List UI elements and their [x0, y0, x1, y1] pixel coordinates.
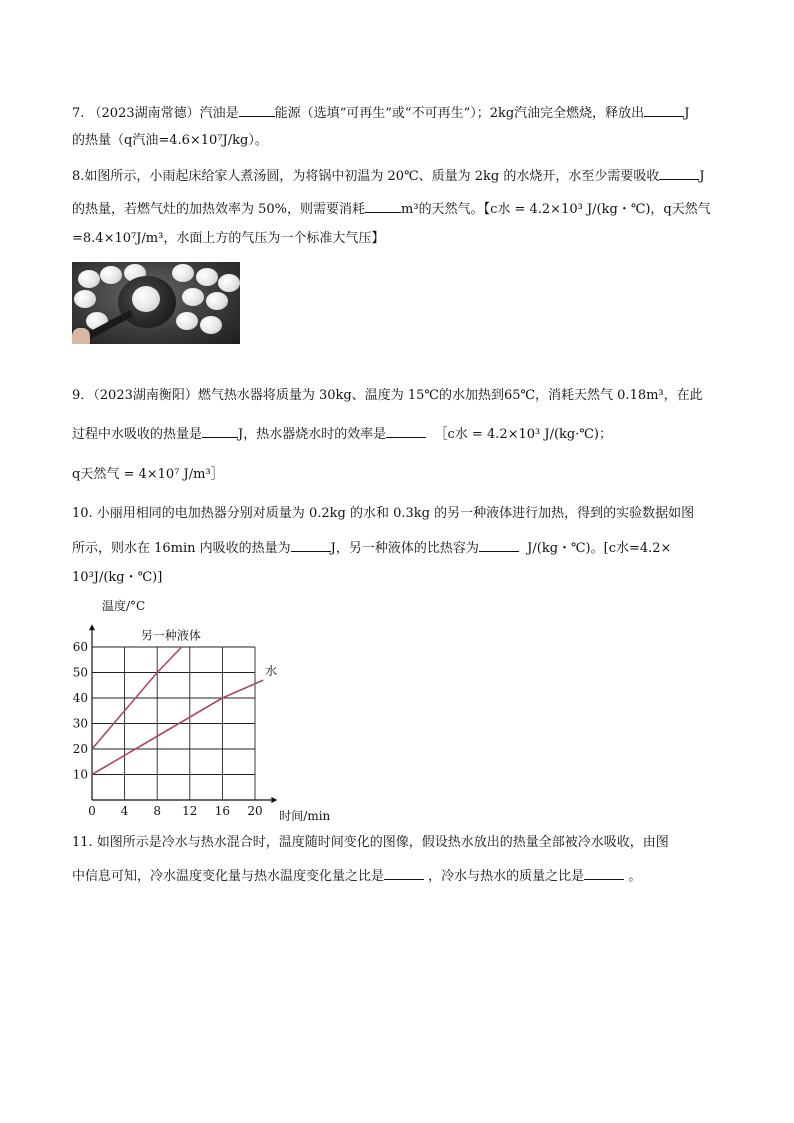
hand	[72, 328, 90, 344]
y-tick-label: 50	[72, 665, 88, 680]
q10-blank-2	[479, 537, 519, 552]
series-label-other-liquid: 另一种液体	[140, 628, 201, 643]
temperature-time-chart	[60, 592, 360, 824]
q11-text-b: ，冷水与热水的质量之比是	[428, 869, 585, 884]
tangyuan-ball	[200, 316, 222, 334]
tangyuan-ball	[206, 292, 228, 310]
q8-text-a: 8.如图所示，小雨起床给家人煮汤圆，为将锅中初温为 20℃、质量为 2kg 的水烧开，水至少需要吸收	[72, 169, 660, 184]
q9-blank-1	[202, 423, 238, 438]
y-tick-label: 30	[72, 716, 88, 731]
q8-blank-2	[365, 198, 401, 213]
q7-line2: 的热量（q汽油=4.6×10⁷J/kg）。	[72, 133, 268, 148]
q11-line2	[72, 865, 641, 887]
y-tick-label: 40	[72, 691, 88, 705]
q10-blank-1	[291, 537, 331, 552]
q9-blank-2	[386, 423, 426, 438]
q10-line1: 10. 小丽用相同的电加热器分别对质量为 0.2kg 的水和 0.3kg 的另一种液体进行加热，得到的实验数据如图	[72, 506, 695, 521]
q10-text-a: 所示，则水在 16min 内吸收的热量为	[72, 541, 291, 556]
q11-line1: 11. 如图所示是冷水与热水混合时，温度随时间变化的图像，假设热水放出的热量全部被冷水吸收，由图	[72, 835, 669, 850]
q7-text-b: 能源（选填“可再生”或“不可再生”）；2kg汽油完全燃烧，释放出	[274, 106, 645, 121]
q7-text-c: J	[684, 106, 690, 121]
x-tick-label: 0	[88, 804, 96, 818]
q7-line1	[72, 102, 689, 124]
q8-text-c: 的热量，若燃气灶的加热效率为 50%，则需要消耗	[72, 202, 366, 217]
tangyuan-ball	[182, 288, 204, 306]
q10-text-b: J，另一种液体的比热容为	[330, 541, 479, 556]
q11-text-a: 中信息可知，冷水温度变化量与热水温度变化量之比是	[72, 869, 385, 884]
tangyuan-ball	[196, 268, 218, 286]
x-axis-label: 时间/min	[279, 809, 331, 823]
q8-line2	[72, 198, 711, 220]
q9-line2	[72, 423, 612, 445]
q10-line3: 10³J/(kg・℃)]	[72, 570, 163, 585]
q10-text-c: J/(kg・℃)。[c水=4.2×	[527, 541, 672, 556]
q9-text-a: 过程中水吸收的热量是	[72, 427, 203, 442]
q10-line2	[72, 537, 671, 559]
x-tick-label: 20	[247, 804, 263, 818]
q8-line3: =8.4×10⁷J/m³，水面上方的气压为一个标准大气压】	[72, 231, 385, 246]
q9-text-c: ［c水 = 4.2×10³ J/(kg·℃)；	[434, 427, 612, 442]
x-tick-label: 8	[153, 804, 162, 818]
tangyuan-photo	[72, 262, 240, 344]
series-label-water: 水	[265, 664, 278, 679]
series-line-water	[92, 680, 263, 774]
q11-text-c: 。	[628, 869, 642, 884]
q9-line1: 9．（2023湖南衡阳）燃气热水器将质量为 30kg、温度为 15℃的水加热到65℃，消耗天然气 0.18m³，在此	[72, 388, 703, 403]
tangyuan-ball	[172, 264, 194, 282]
tangyuan-ball	[100, 266, 122, 284]
y-tick-label: 60	[72, 640, 88, 654]
y-tick-label: 20	[72, 742, 88, 756]
q8-text-b: J	[699, 169, 705, 184]
y-axis-arrow	[89, 624, 95, 630]
tangyuan-ball	[74, 290, 96, 308]
q7-text-a: 7. （2023湖南常德）汽油是	[72, 106, 239, 121]
tangyuan-ball	[176, 312, 198, 330]
q8-blank-1	[659, 165, 699, 180]
tangyuan-ball	[218, 274, 240, 292]
q9-text-b: J，热水器烧水时的效率是	[238, 427, 387, 442]
q11-blank-2	[584, 865, 624, 880]
q8-line1	[72, 165, 705, 187]
q7-blank-2	[644, 102, 684, 117]
tangyuan-ball	[78, 270, 100, 288]
q9-line3: q天然气 = 4×10⁷ J/m³］	[72, 467, 224, 482]
y-tick-label: 10	[72, 767, 88, 782]
q11-blank-1	[384, 865, 424, 880]
tangyuan-in-ladle	[132, 286, 160, 312]
x-axis-arrow	[271, 797, 277, 803]
x-tick-label: 16	[214, 804, 231, 818]
q7-blank-1	[239, 102, 275, 117]
q8-text-d: m³的天然气。【c水 = 4.2×10³ J/(kg・℃)，q天然气	[401, 202, 711, 217]
y-axis-label: 温度/°C	[102, 599, 146, 613]
x-tick-label: 4	[120, 804, 129, 818]
x-tick-label: 12	[182, 804, 198, 818]
